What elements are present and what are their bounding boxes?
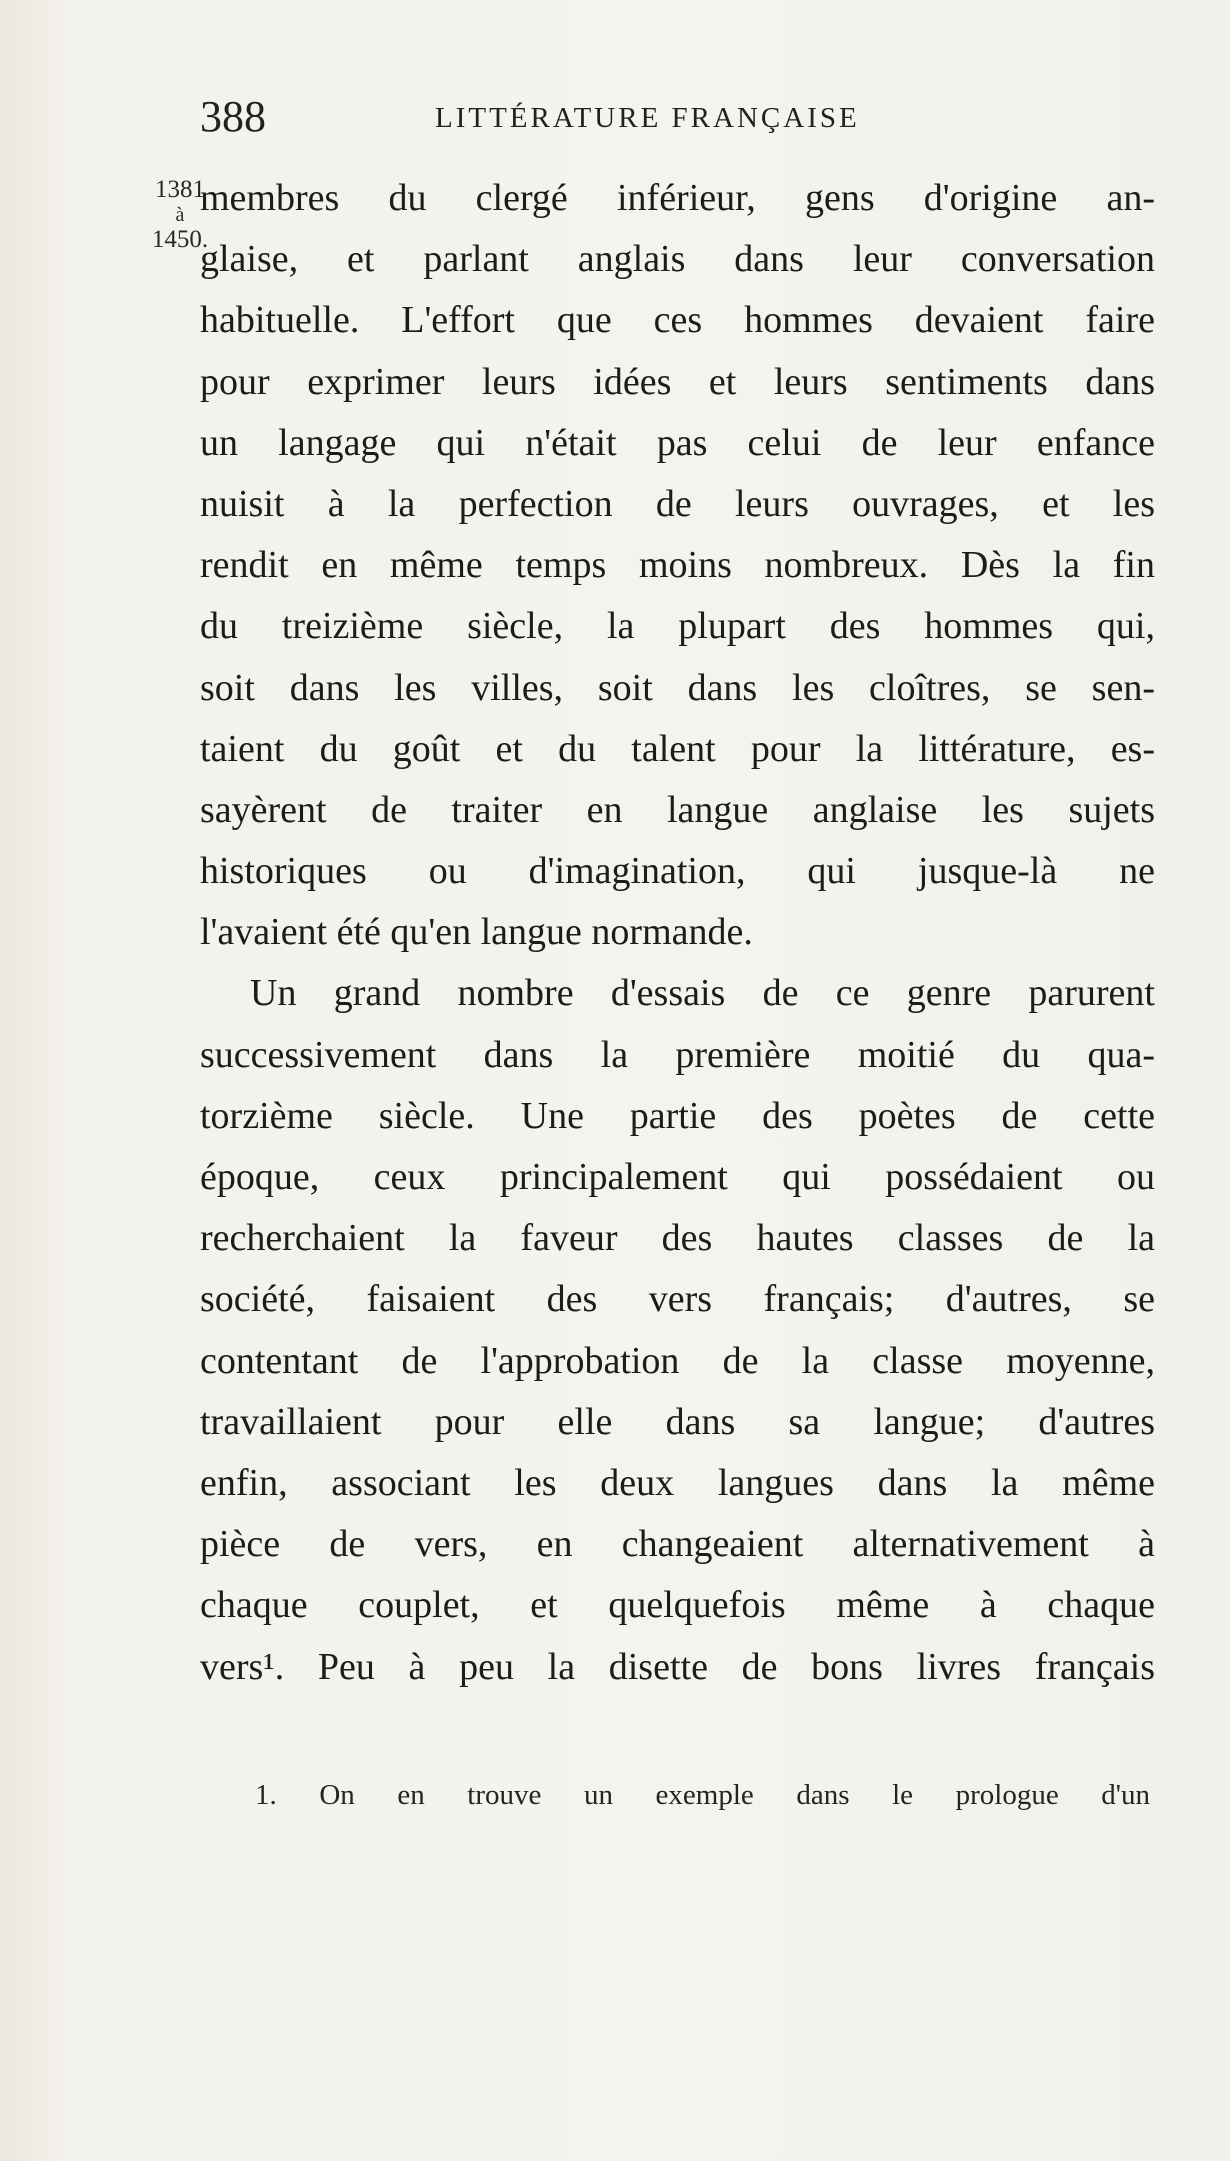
- text-line: contentant de l'approbation de la classe moyenne,: [200, 1339, 1155, 1382]
- text-line: historiques ou d'imagination, qui jusque-là ne: [200, 850, 1155, 893]
- text-line: membres du clergé inférieur, gens d'origine an-: [200, 177, 1155, 219]
- text-line: taient du goût et du talent pour la littérature, es-: [200, 727, 1155, 770]
- running-title: LITTÉRATURE FRANÇAISE: [435, 102, 860, 134]
- paragraph-start-line: Un grand nombre d'essais de ce genre parurent: [250, 972, 1155, 1015]
- text-line: vers¹. Peu à peu la disette de bons livres français: [200, 1645, 1155, 1688]
- text-line: travaillaient pour elle dans sa langue; d'autres: [200, 1400, 1155, 1443]
- text-line: un langage qui n'était pas celui de leur enfance: [200, 421, 1155, 464]
- margin-separator: à: [175, 204, 185, 226]
- text-line: société, faisaient des vers français; d'autres, se: [200, 1278, 1155, 1321]
- text-line: soit dans les villes, soit dans les cloîtres, se sen-: [200, 666, 1155, 709]
- footnote: 1. On en trouve un exemple dans le prologue d'un: [255, 1779, 1150, 1811]
- text-line: torzième siècle. Une partie des poètes de cette: [200, 1094, 1155, 1137]
- text-line: l'avaient été qu'en langue normande.: [200, 911, 753, 954]
- running-head: [200, 92, 960, 142]
- page-number: 388: [200, 92, 266, 141]
- text-line: recherchaient la faveur des hautes classes de la: [200, 1217, 1155, 1260]
- body-text: [200, 168, 1155, 1698]
- text-line: habituelle. L'effort que ces hommes devaient faire: [200, 299, 1155, 342]
- text-line: sayèrent de traiter en langue anglaise les sujets: [200, 788, 1155, 831]
- text-line: rendit en même temps moins nombreux. Dès la fin: [200, 544, 1155, 587]
- text-line: successivement dans la première moitié du qua-: [200, 1033, 1155, 1076]
- text-line: pour exprimer leurs idées et leurs sentiments dans: [200, 360, 1155, 403]
- margin-start-year: 1381: [155, 176, 205, 203]
- text-line: nuisit à la perfection de leurs ouvrages, et les: [200, 482, 1155, 525]
- text-line: époque, ceux principalement qui possédaient ou: [200, 1156, 1155, 1198]
- text-line: chaque couplet, et quelquefois même à chaque: [200, 1584, 1155, 1627]
- margin-end-year: 1450.: [151, 226, 209, 253]
- text-line: glaise, et parlant anglais dans leur conversation: [200, 238, 1155, 281]
- text-line: du treizième siècle, la plupart des hommes qui,: [200, 605, 1155, 648]
- text-line: enfin, associant les deux langues dans la même: [200, 1461, 1155, 1504]
- text-line: pièce de vers, en changeaient alternativement à: [200, 1523, 1155, 1566]
